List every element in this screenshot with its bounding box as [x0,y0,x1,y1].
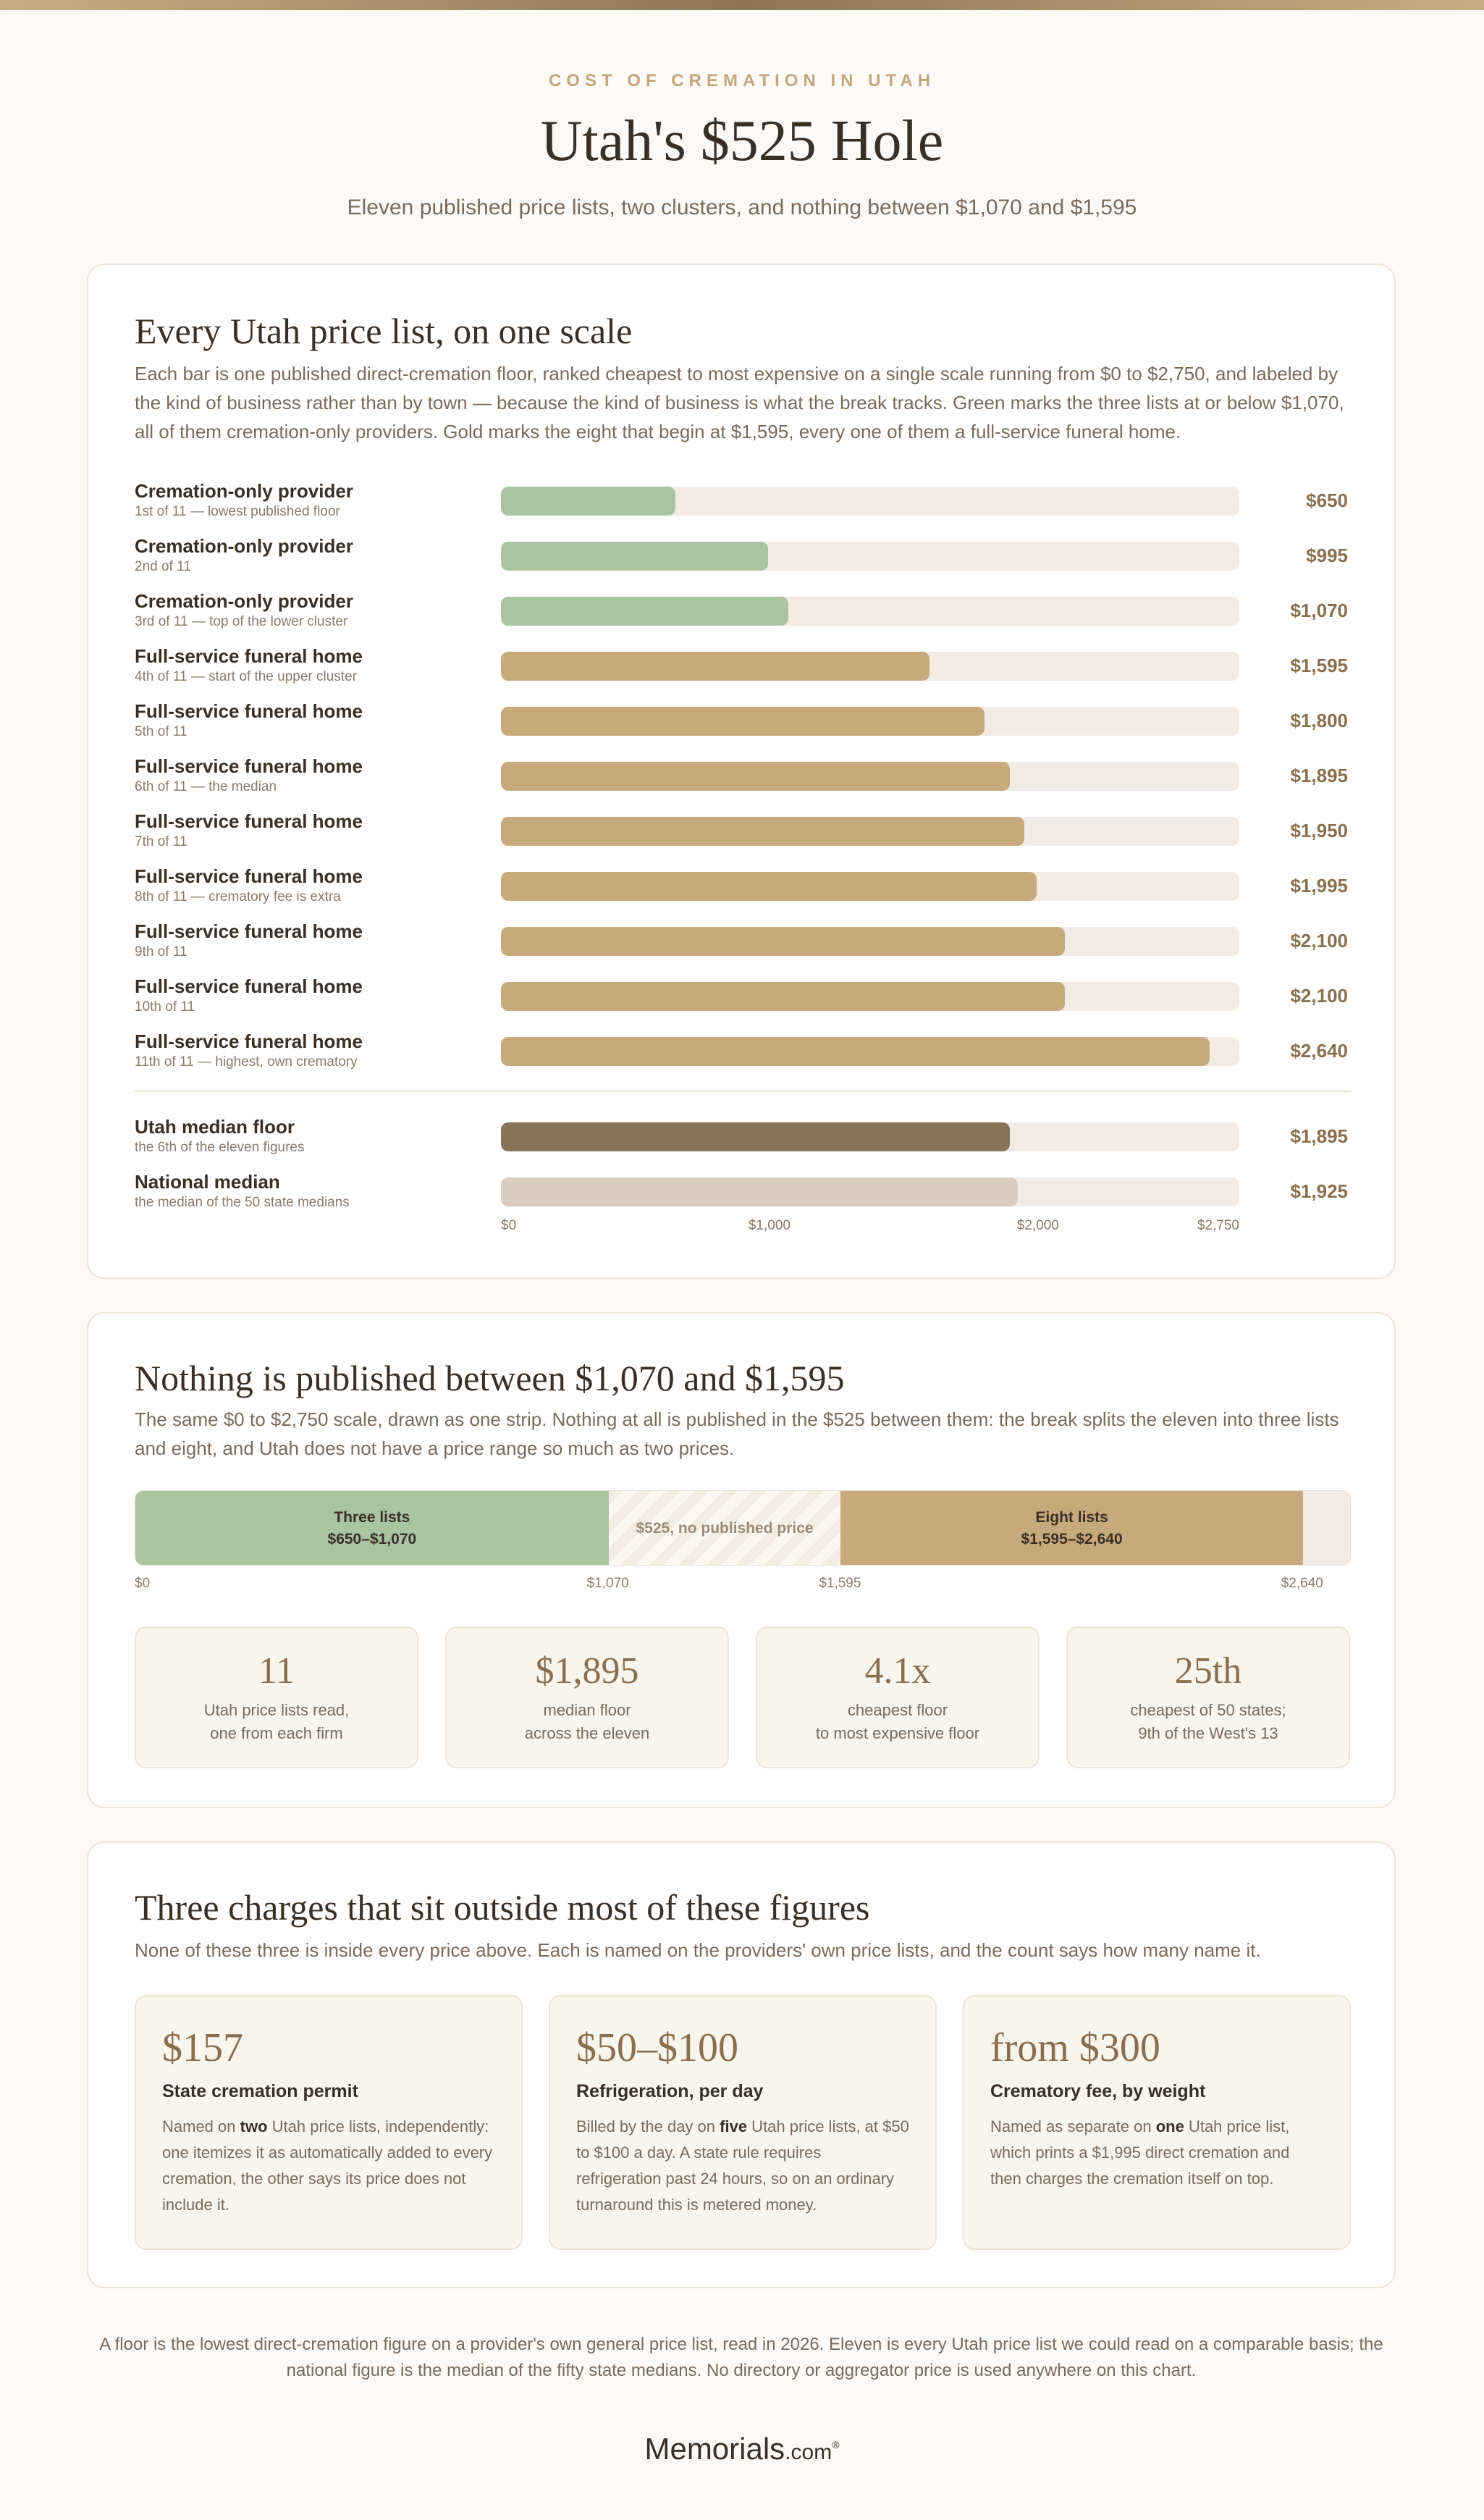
brand-logo[interactable] [0,2432,1484,2466]
charge-title: Refrigeration, per day [576,2081,764,2101]
bar-row-name: Full-service funeral home [135,920,363,942]
stat-card-median [445,1626,729,1768]
bar-row-name: Cremation-only provider [135,590,353,612]
bar-row-name: National median [135,1171,280,1193]
logo-suffix: .com [785,2440,832,2464]
bar-value-label: $2,100 [1290,930,1348,952]
stat-value: 11 [258,1650,295,1692]
bar-row-subtitle: the median of the 50 state medians [135,1195,350,1210]
bar-row-subtitle: 8th of 11 — crematory fee is extra [135,889,341,904]
bar [501,982,1065,1011]
bar-value-label: $1,950 [1290,820,1348,841]
bar-value-label: $1,595 [1290,655,1348,676]
strip-tick-label: $1,070 [586,1576,629,1591]
bar-track [501,652,1239,681]
bar-row-label [135,644,511,686]
bar-row-name: Utah median floor [135,1116,295,1138]
bar-value-label: $1,895 [1290,1125,1348,1147]
strip-segment-label: Three lists [334,1509,410,1526]
charge-body: Named as separate on one Utah price list, which prints a $1,995 direct cremation and then charges the cremation itself on top. [990,2117,1290,2188]
strip-segment [135,1491,609,1566]
charge-title: Crematory fee, by weight [990,2081,1206,2101]
bar-value-label: $1,995 [1290,875,1348,896]
axis-tick-label: $2,750 [1197,1218,1239,1233]
strip-tick-label: $1,595 [819,1576,861,1591]
charge-body: Billed by the day on five Utah price lists, at $50 to $100 a day. A state rule requires refrigeration past 24 hours, so on an ordinary turnaround this is metered money. [576,2117,909,2214]
bar-value-label: $650 [1306,490,1348,511]
bar-chart-title: Every Utah price list, on one scale [135,311,633,351]
bar-value-label: $1,895 [1290,765,1348,786]
gap-card [87,1312,1396,1808]
stat-card-rank [1066,1626,1350,1768]
strip-segment-range: $1,595–$2,640 [1021,1531,1123,1547]
logo-main: Memorials [644,2432,785,2466]
bar-track [501,1122,1239,1151]
bar-track [501,927,1239,956]
bar [501,817,1024,846]
footnote: A floor is the lowest direct-cremation figure on a provider's own general price list, read in 2026. Eleven is every Utah price list we could read on a comparable basis; the national figure is the median of the fifty state medians. No directory or aggregator price is used anywhere on this chart. [99,2335,1383,2380]
bar [501,707,985,736]
bar-track [501,542,1239,571]
gap-strip [135,1490,1351,1566]
bar-row-subtitle: 2nd of 11 [135,559,191,574]
bar [501,542,768,571]
gap-title: Nothing is published between $1,070 and $1,595 [135,1358,845,1398]
charges-description: None of these three is inside every price above. Each is named on the providers' own price lists, and the count says how many name it. [135,1939,1261,1961]
charge-card-refrigeration [549,1995,937,2250]
strip-tick-label: $2,640 [1281,1576,1323,1591]
bar-row-subtitle: 11th of 11 — highest, own crematory [135,1054,358,1070]
bar-row-name: Full-service funeral home [135,865,363,887]
bar-row-label [135,534,511,576]
bar-row-name: Full-service funeral home [135,755,363,777]
stat-text: cheapest of 50 states; 9th of the West's 13 [1130,1701,1286,1742]
bar-row-label [135,865,511,907]
charge-card-crematory [963,1995,1351,2250]
bar-row-name: Full-service funeral home [135,1030,363,1052]
bar-row-subtitle: 3rd of 11 — top of the lower cluster [135,614,348,629]
bar-track [501,1177,1239,1206]
axis-tick-label: $0 [501,1218,517,1233]
charge-card-permit [135,1995,523,2250]
bar-value-label: $2,640 [1290,1040,1348,1062]
stat-value: 25th [1174,1650,1242,1692]
bar-chart-card [87,264,1396,1279]
eyebrow: COST OF CREMATION IN UTAH [548,71,936,91]
charges-card [87,1841,1396,2288]
bar-row-name: Full-service funeral home [135,645,363,667]
bar-row-name: Cremation-only provider [135,535,353,557]
bar-row-subtitle: the 6th of the eleven figures [135,1140,305,1155]
bar-track [501,597,1239,626]
bar-value-label: $1,070 [1290,600,1348,621]
bar-chart-description: Each bar is one published direct-cremation floor, ranked cheapest to most expensive on a single scale running from $0 to $2,750, and labeled by the kind of business rather than by town — because the kind of business is what the break tracks. Green marks the three lists at or below $1,070, all of them cremation-only providers. Gold marks the eight that begin at $1,595, every one of them a full-service funeral home. [135,363,1344,442]
bar-track [501,1037,1239,1066]
bar-row-label [135,479,511,521]
stat-value: $1,895 [535,1650,639,1692]
bar-row-label [135,755,511,797]
bar [501,762,1010,791]
bar-row-subtitle: 1st of 11 — lowest published floor [135,504,340,519]
bar-row-label [135,920,511,962]
charge-body: Named on two Utah price lists, independently: one itemizes it as automatically added to every cremation, the other says its price does not include it. [162,2117,493,2214]
bar-value-label: $1,800 [1290,710,1348,731]
bar-row-subtitle: 5th of 11 [135,724,187,739]
charge-amount: from $300 [990,2025,1160,2070]
bar-row-subtitle: 4th of 11 — start of the upper cluster [135,669,357,684]
bar [501,1177,1018,1206]
logo-mark: ® [832,2439,840,2450]
page-title: Utah's $525 Hole [540,109,944,173]
bar-value-label: $995 [1306,545,1348,566]
bar-track [501,762,1239,791]
bar-row-label [135,589,511,631]
bar-track [501,487,1239,516]
bar-row-subtitle: 10th of 11 [135,999,195,1015]
bar-row-subtitle: 7th of 11 [135,834,187,849]
axis-tick-label: $2,000 [1016,1218,1059,1233]
bar-row-label [135,1170,511,1212]
stat-text: median floor across the eleven [524,1701,650,1742]
page-subtitle: Eleven published price lists, two clusters, and nothing between $1,070 and $1,595 [347,196,1137,219]
bar-row-name: Full-service funeral home [135,810,363,832]
bar [501,872,1037,901]
charge-amount: $50–$100 [576,2025,738,2070]
strip-tick-label: $0 [135,1576,151,1591]
strip-segment-label: $525, no published price [636,1520,814,1537]
bar-track [501,817,1239,846]
reference-divider [135,1091,1351,1092]
bar [501,597,788,626]
bar-row-label [135,1030,511,1072]
bar [501,487,675,516]
bar [501,927,1065,956]
bar-row-label [135,700,511,742]
bar [501,1037,1210,1066]
stat-text: cheapest floor to most expensive floor [815,1701,980,1742]
stat-card-lists [135,1626,418,1768]
axis-tick-label: $1,000 [748,1218,791,1233]
bar [501,652,929,681]
top-accent-bar [0,0,1484,10]
bar-row-subtitle: 9th of 11 [135,944,187,959]
strip-segment [840,1491,1302,1566]
charges-title: Three charges that sit outside most of these figures [135,1887,870,1928]
bar-track [501,872,1239,901]
bar-row-name: Full-service funeral home [135,700,363,722]
bar-row-subtitle: 6th of 11 — the median [135,779,277,794]
bar [501,1122,1010,1151]
charge-amount: $157 [162,2025,243,2070]
bar-value-label: $1,925 [1290,1180,1348,1202]
strip-segment-label: Eight lists [1035,1509,1108,1526]
bar-row-label [135,975,511,1017]
bar-row-label [135,1115,511,1157]
strip-segment [609,1491,841,1566]
bar-track [501,982,1239,1011]
stat-text: Utah price lists read, one from each firm [203,1701,350,1742]
stat-value: 4.1x [864,1650,931,1692]
bar-row-name: Cremation-only provider [135,480,353,502]
stat-card-ratio [756,1626,1040,1768]
bar-value-label: $2,100 [1290,985,1348,1007]
bar-track [501,707,1239,736]
bar-row-name: Full-service funeral home [135,975,363,997]
bar-row-label [135,810,511,852]
charge-title: State cremation permit [162,2081,358,2101]
strip-segment-range: $650–$1,070 [327,1531,417,1547]
gap-description: The same $0 to $2,750 scale, drawn as one strip. Nothing at all is published in the $525 between them: the break splits the eleven into three lists and eight, and Utah does not have a price range so much as two prices. [135,1408,1339,1459]
